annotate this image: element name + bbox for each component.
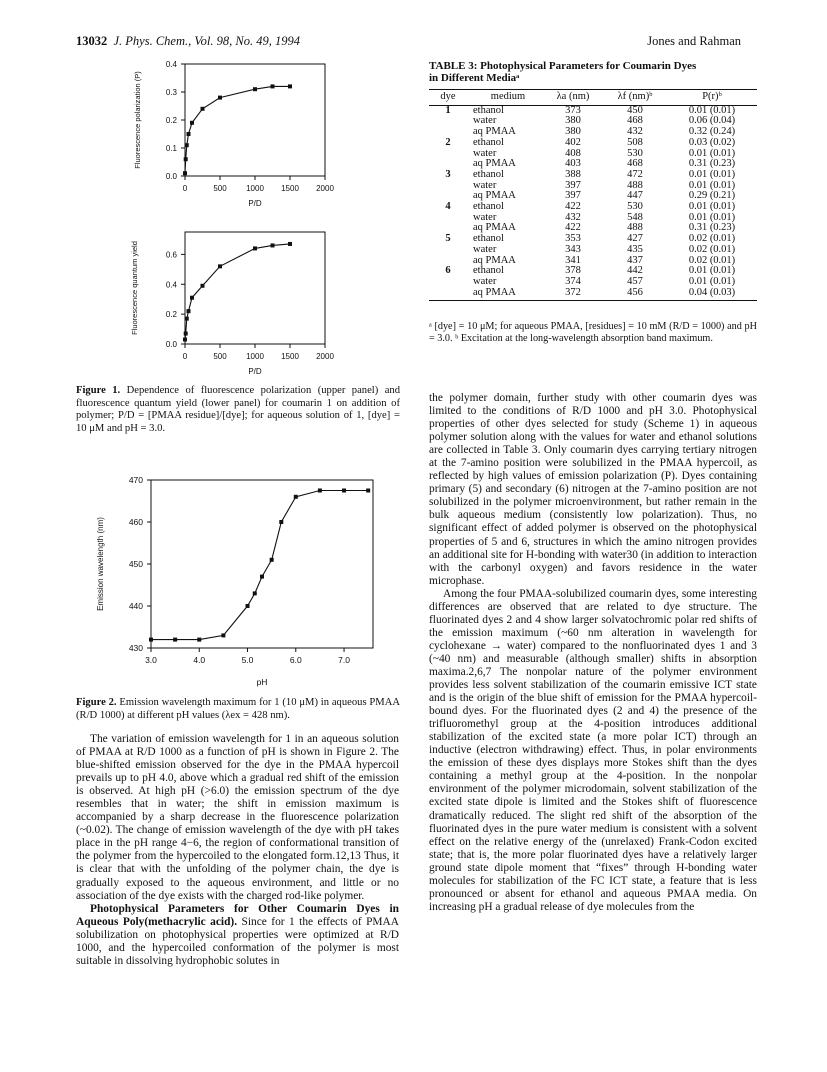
- y-tick-label: 440: [128, 601, 143, 611]
- lambda-a-cell: 408: [565, 147, 581, 159]
- data-point: [270, 558, 274, 562]
- polarization-cell: 0.02 (0.01): [688, 254, 736, 266]
- data-point: [185, 317, 189, 321]
- table-row: [429, 245, 757, 256]
- data-point: [201, 107, 205, 111]
- x-tick-label: 6.0: [289, 655, 302, 665]
- data-point: [271, 84, 275, 88]
- y-axis-label: Fluorescence quantum yield: [130, 241, 139, 335]
- y-tick-label: 0.0: [165, 340, 177, 349]
- polarization-cell: 0.31 (0.23): [688, 158, 736, 170]
- data-point: [260, 575, 264, 579]
- data-point: [149, 638, 153, 642]
- y-tick-label: 0.4: [165, 280, 177, 290]
- lambda-f-cell: 435: [627, 243, 643, 255]
- lambda-a-cell: 432: [565, 211, 581, 223]
- figure1-polarization-chart: [110, 52, 370, 222]
- medium-cell: ethanol: [473, 265, 504, 277]
- lambda-a-cell: 378: [565, 265, 581, 277]
- polarization-cell: 0.01 (0.01): [688, 275, 736, 287]
- dye-cell: 1: [445, 104, 451, 116]
- lambda-f-cell: 450: [627, 104, 643, 116]
- medium-cell: aq PMAA: [473, 126, 516, 138]
- table-row: [429, 138, 757, 149]
- figure1-caption-text: Dependence of fluorescence polarization (upper panel) and fluorescence quantum yield (lower panel) for coumarin 1 on addition of polymer; P/D = [PMAA residue]/[dye]; for aqueous solution of 1, [dye] = 10 μM and pH = 3.0.: [76, 385, 400, 434]
- polarization-cell: 0.04 (0.03): [667, 288, 757, 301]
- lambda-a-cell: 353: [565, 233, 581, 245]
- data-series-line: [185, 86, 290, 173]
- data-point: [253, 246, 257, 250]
- y-tick-label: 0.1: [165, 144, 177, 153]
- data-point: [218, 264, 222, 268]
- dye-cell: [429, 288, 467, 301]
- data-point: [197, 638, 201, 642]
- figure1-quantum-yield-chart: [110, 225, 370, 385]
- y-tick-label: 430: [128, 643, 143, 653]
- data-point: [271, 243, 275, 247]
- figure2-caption: [76, 697, 400, 722]
- y-tick-label: 0.3: [165, 88, 177, 97]
- figure1-caption: [76, 385, 400, 435]
- lambda-f-cell: 530: [627, 147, 643, 159]
- plot-frame: [185, 64, 325, 176]
- left-paragraph-2-text: Since for 1 the effects of PMAA solubilization on photophysical properties were optimized at R/D 1000, and the hypercoiled conformation of the polymer is most suitable in dissolving hydrophobic solutes in: [76, 915, 399, 967]
- table-title: [429, 60, 754, 84]
- dye-cell: [429, 181, 467, 192]
- lambda-a-cell: 388: [565, 168, 581, 180]
- x-tick-label: 1000: [246, 352, 264, 361]
- y-axis-label: Fluorescence polarization (P): [133, 71, 142, 169]
- x-tick-label: 1000: [246, 184, 264, 193]
- x-tick-label: 0: [182, 352, 188, 361]
- running-header-left: [76, 34, 300, 49]
- y-tick-label: 450: [128, 559, 143, 569]
- left-column-text: [76, 733, 399, 968]
- data-point: [253, 591, 257, 595]
- left-paragraph-1: The variation of emission wavelength for 1 in an aqueous solution of PMAA at R/D 1000 as a function of pH is shown in Figure 2. The blue-shifted emission observed for the dye in the PMAA hypercoil prevails up to pH 4.0, above which a gradual red shift of the emission is observed. At high pH (>6.0) the emission spectrum of the dye resembles that in water; the shift in emission maximum is accompanied by a sharp decrease in the fluorescence polarization (~0.02). The change of emission wavelength of the dye with pH takes place in the pH range 4−6, the region of conformational transition of the polymer from the hypercoiled to the elongated form.12,13 Thus, it is clear that with the unfolding of the polymer chain, the dye is gradually exposed to the aqueous environment, and little or no association of the dye exists with the charged rod-like polymer.: [76, 733, 399, 902]
- right-column-text: [429, 392, 757, 914]
- data-point: [183, 338, 187, 342]
- table-header-polarization: P(r)ᵇ: [667, 90, 757, 106]
- x-tick-label: 500: [213, 184, 227, 193]
- y-axis-label: Emission wavelength (nm): [96, 517, 105, 611]
- table-header-lambda-a: λa (nm): [543, 90, 603, 106]
- lambda-f-cell: 508: [627, 136, 643, 148]
- data-point: [366, 489, 370, 493]
- medium-cell: ethanol: [473, 233, 504, 245]
- table-body: [429, 105, 757, 301]
- table-title-line-1: TABLE 3: Photophysical Parameters for Coumarin Dyes: [429, 60, 697, 72]
- table-header-lambda-f: λf (nm)ᵇ: [603, 90, 667, 106]
- polarization-cell: 0.01 (0.01): [688, 201, 736, 213]
- lambda-a-cell: 403: [565, 158, 581, 170]
- data-point: [184, 157, 188, 161]
- table-row: [429, 288, 757, 301]
- dye-cell: 5: [445, 233, 451, 245]
- data-point: [221, 633, 225, 637]
- medium-cell: aq PMAA: [467, 288, 543, 301]
- lambda-a-cell: 374: [565, 275, 581, 287]
- medium-cell: aq PMAA: [473, 190, 516, 202]
- y-tick-label: 0.4: [165, 60, 177, 69]
- lambda-a-cell: 373: [565, 104, 581, 116]
- medium-cell: water: [473, 115, 497, 127]
- data-point: [190, 121, 194, 125]
- polarization-cell: 0.01 (0.01): [688, 168, 736, 180]
- polarization-cell: 0.02 (0.01): [688, 233, 736, 245]
- polarization-cell: 0.01 (0.01): [688, 265, 736, 277]
- data-point: [246, 604, 250, 608]
- lambda-a-cell: 402: [565, 136, 581, 148]
- table-header-dye: dye: [429, 90, 467, 106]
- photophysical-table: [429, 89, 757, 301]
- dye-cell: 4: [445, 201, 451, 213]
- figure2-emission-wavelength-chart: [88, 470, 408, 700]
- y-tick-label: 0.2: [165, 310, 177, 320]
- polarization-cell: 0.01 (0.01): [688, 211, 736, 223]
- table-header-row: [429, 90, 757, 106]
- lambda-f-cell: 442: [627, 265, 643, 277]
- dye-cell: [429, 245, 467, 256]
- running-header-authors: Jones and Rahman: [647, 34, 741, 48]
- medium-cell: water: [473, 243, 497, 255]
- figure2-caption-label: Figure 2.: [76, 697, 117, 708]
- lambda-f-cell: 548: [627, 211, 643, 223]
- x-tick-label: 5.0: [241, 655, 254, 665]
- x-axis-label: pH: [256, 677, 268, 687]
- data-point: [288, 242, 292, 246]
- lambda-a-cell: 341: [565, 254, 581, 266]
- polarization-cell: 0.32 (0.24): [688, 126, 736, 138]
- y-tick-label: 0.6: [165, 250, 177, 260]
- page-number: 13032: [76, 34, 108, 48]
- data-point: [294, 495, 298, 499]
- lambda-f-cell: 468: [627, 115, 643, 127]
- data-point: [342, 489, 346, 493]
- data-point: [253, 87, 257, 91]
- polarization-cell: 0.29 (0.21): [688, 190, 736, 202]
- dye-cell: 3: [445, 168, 451, 180]
- lambda-f-cell: 472: [627, 168, 643, 180]
- x-tick-label: 1500: [281, 184, 299, 193]
- medium-cell: water: [473, 179, 497, 191]
- medium-cell: ethanol: [473, 168, 504, 180]
- lambda-a-cell: 397: [565, 190, 581, 202]
- lambda-f-cell: 456: [603, 288, 667, 301]
- data-point: [184, 332, 188, 336]
- medium-cell: aq PMAA: [473, 158, 516, 170]
- data-point: [173, 638, 177, 642]
- medium-cell: aq PMAA: [473, 222, 516, 234]
- table-title-line-2: in Different Mediaᵃ: [429, 72, 520, 84]
- medium-cell: ethanol: [473, 136, 504, 148]
- medium-cell: ethanol: [473, 201, 504, 213]
- data-point: [201, 284, 205, 288]
- table-header-medium: medium: [467, 90, 543, 106]
- plot-frame: [151, 480, 373, 648]
- lambda-f-cell: 468: [627, 158, 643, 170]
- lambda-f-cell: 427: [627, 233, 643, 245]
- x-tick-label: 2000: [316, 352, 334, 361]
- lambda-a-cell: 422: [565, 222, 581, 234]
- lambda-a-cell: 380: [565, 126, 581, 138]
- polarization-cell: 0.01 (0.01): [688, 147, 736, 159]
- lambda-a-cell: 422: [565, 201, 581, 213]
- polarization-cell: 0.03 (0.02): [688, 136, 736, 148]
- data-point: [279, 520, 283, 524]
- lambda-a-cell: 380: [565, 115, 581, 127]
- x-tick-label: 7.0: [338, 655, 350, 665]
- dye-cell: 6: [445, 265, 451, 277]
- y-tick-label: 0.2: [165, 116, 177, 125]
- table-footnote: ᵃ [dye] = 10 μM; for aqueous PMAA, [residues] = 10 mM (R/D = 1000) and pH = 3.0. ᵇ Excitation at the long-wavelength absorption band maximum.: [429, 321, 757, 344]
- medium-cell: water: [473, 147, 497, 159]
- dye-cell: [429, 149, 467, 160]
- section-heading: Photophysical Parameters for Other Coumarin Dyes in Aqueous Poly(methacrylic acid).: [76, 902, 399, 928]
- x-tick-label: 2000: [316, 184, 334, 193]
- polarization-cell: 0.01 (0.01): [688, 179, 736, 191]
- x-tick-label: 0: [182, 184, 188, 193]
- y-tick-label: 0.0: [165, 172, 177, 181]
- medium-cell: water: [473, 275, 497, 287]
- medium-cell: ethanol: [473, 104, 504, 116]
- polarization-cell: 0.01 (0.01): [688, 104, 736, 116]
- data-series-line: [185, 244, 290, 340]
- figure2-caption-text: Emission wavelength maximum for 1 (10 μM) in aqueous PMAA (R/D 1000) at different pH values (λex = 428 nm).: [76, 697, 400, 721]
- left-paragraph-2: [76, 903, 399, 968]
- data-point: [185, 143, 189, 147]
- lambda-f-cell: 437: [627, 254, 643, 266]
- right-paragraph-1: the polymer domain, further study with other coumarin dyes was limited to the conditions of R/D 1000 and pH 3.0. Photophysical properties of other dyes selected for study (Scheme 1) in aqueous polymer solution along with the values for water and ethanol solutions are collected in Table 3. Only coumarin dyes carrying tertiary nitrogen at the 7-amino position were solubilized in the PMAA hypercoil, as reflected by high values of emission polarization (P). Dyes containing primary (5) and secondary (6) nitrogen at the 7-amino position are not solubilized in the polymer microenvironment, but rather remain in the bulk aqueous medium (consistently low polarization). Thus, no significant effect of added polymer is observed on the photophysical properties of 5 and 6, structures in which the amino nitrogen provides an additional site for H-bonding with water30 (in addition to interaction with the carbonyl oxygen) and favors residence in the water microphase.: [429, 392, 757, 587]
- dye-cell: [429, 213, 467, 224]
- x-tick-label: 3.0: [145, 655, 157, 665]
- dye-cell: 2: [445, 136, 451, 148]
- lambda-f-cell: 432: [627, 126, 643, 138]
- lambda-a-cell: 343: [565, 243, 581, 255]
- dye-cell: [429, 277, 467, 288]
- x-tick-label: 1500: [281, 352, 299, 361]
- y-tick-label: 470: [128, 475, 143, 485]
- lambda-f-cell: 530: [627, 201, 643, 213]
- medium-cell: aq PMAA: [473, 254, 516, 266]
- right-paragraph-2: Among the four PMAA-solubilized coumarin dyes, some interesting differences are observed that are related to dye structure. The fluorinated dyes 2 and 4 show larger solvatochromic polar red shifts of the emission maximum (~60 nm alteration in wavelength for cyclohexane → water) compared to the nonfluorinated dyes 1 and 3 (~40 nm) and measurable (although smaller) shifts in absorption maxima.2,6,7 The nonpolar nature of the polymer environment provides less solvent stabilization of the coumarin emissive ICT state and is the origin of the blue shift of emission for the PMAA hypercoil-bound dyes. For the fluorinated dyes (2 and 4) the presence of the trifluoromethyl group at the 4-position introduces additional stabilization of the excited state (a more polar ICT) through an inductive (electron withdrawing) effect. Thus, in polar environments the emission of these dyes displays more Stokes shift than the dyes containing a methyl group at the 4-position. In the nonpolar environment of the polymer microdomain, solvent stabilization of the excited state dipole is limited and the Stokes shift of fluorescence dramatically reduced. The slight red shift of the absorption of the fluorinated dyes in the pure water medium is consistent with a solvent effect on the relative energy of the (unrelaxed) Frank-Codon excited state; that is, the more polar fluorinated dyes have a relatively larger ground state dipole moment that “fixes” through H-bonding water molecules for stabilization of the FC ICT state, a feature that is less pronounced or absent for ethanol and aqueous PMAA media. On increasing pH a gradual release of dye molecules from the: [429, 587, 757, 913]
- lambda-f-cell: 447: [627, 190, 643, 202]
- lambda-a-cell: 397: [565, 179, 581, 191]
- figure1-caption-label: Figure 1.: [76, 385, 121, 396]
- data-point: [187, 309, 191, 313]
- lambda-a-cell: 372: [543, 288, 603, 301]
- y-tick-label: 460: [128, 517, 143, 527]
- data-point: [190, 296, 194, 300]
- journal-citation: J. Phys. Chem., Vol. 98, No. 49, 1994: [113, 34, 300, 48]
- data-series-line: [151, 491, 368, 640]
- medium-cell: water: [473, 211, 497, 223]
- lambda-f-cell: 488: [627, 179, 643, 191]
- data-point: [218, 96, 222, 100]
- data-point: [288, 84, 292, 88]
- x-axis-label: P/D: [248, 199, 262, 208]
- data-point: [187, 132, 191, 136]
- data-point: [318, 489, 322, 493]
- x-axis-label: P/D: [248, 367, 262, 376]
- data-point: [183, 171, 187, 175]
- dye-cell: [429, 116, 467, 127]
- lambda-f-cell: 457: [627, 275, 643, 287]
- polarization-cell: 0.31 (0.23): [688, 222, 736, 234]
- x-tick-label: 500: [213, 352, 227, 361]
- x-tick-label: 4.0: [193, 655, 206, 665]
- polarization-cell: 0.06 (0.04): [688, 115, 736, 127]
- lambda-f-cell: 488: [627, 222, 643, 234]
- polarization-cell: 0.02 (0.01): [688, 243, 736, 255]
